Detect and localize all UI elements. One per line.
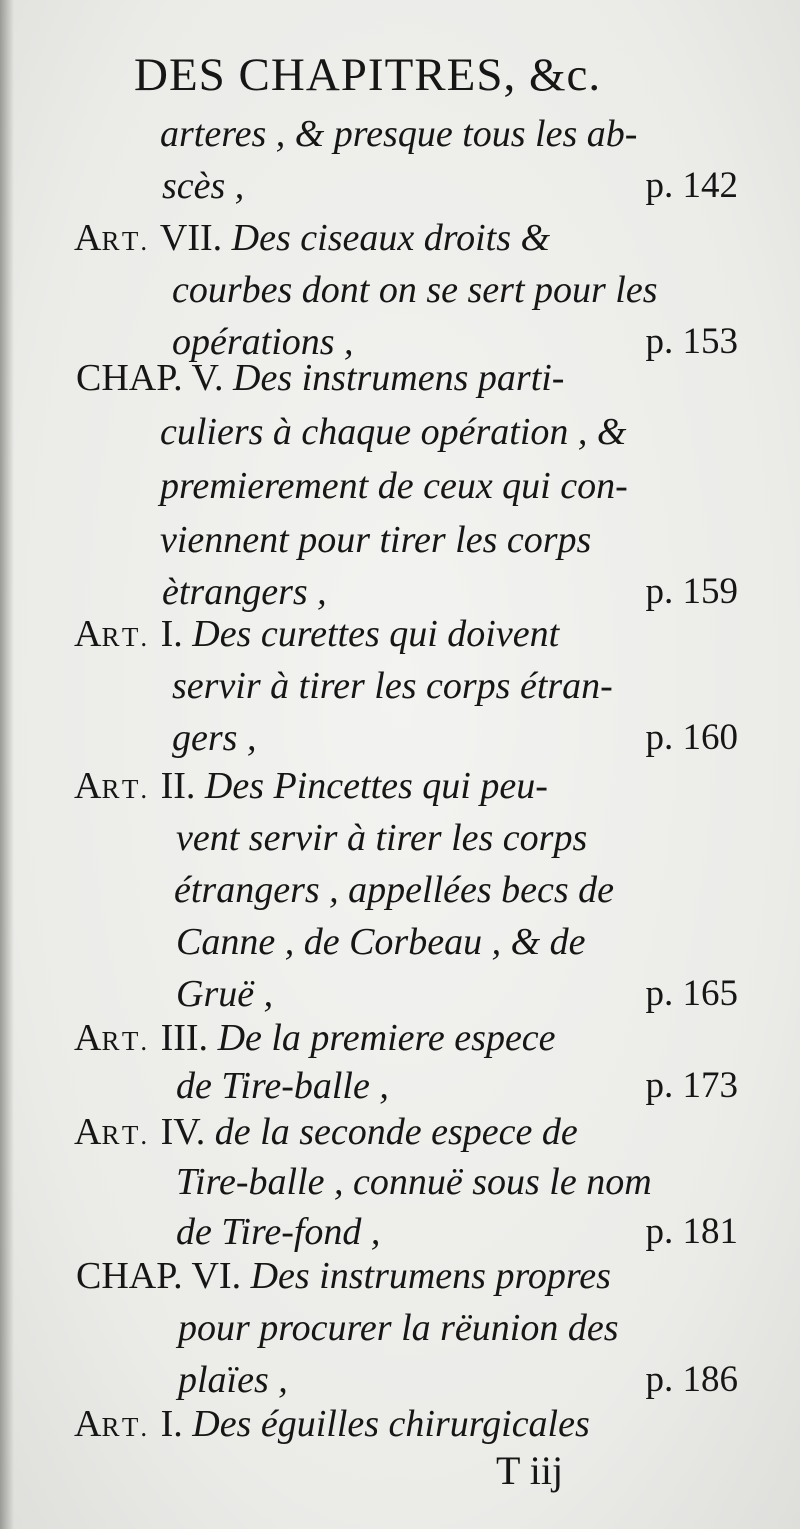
entry-line: de Tire-fond ,: [176, 1211, 381, 1253]
entry-line: courbes dont on se sert pour les: [172, 269, 658, 311]
page-reference: p. 153: [645, 321, 738, 362]
article-label-initial: A: [74, 217, 102, 259]
entry-heading: [74, 212, 550, 264]
running-header: DES CHAPITRES, &c.: [134, 49, 602, 101]
entry-line: plaïes ,: [178, 1359, 288, 1401]
entry-title: de la seconde espece de: [214, 1111, 578, 1153]
article-label-number: II.: [151, 765, 196, 807]
page-reference: p. 181: [645, 1211, 738, 1252]
entry-heading: [74, 1398, 590, 1450]
entry-heading: [76, 1250, 611, 1302]
article-label-number: IV.: [151, 1111, 206, 1153]
entry-title: Des instrumens parti-: [233, 357, 565, 399]
entry-title: Des ciseaux droits &: [231, 217, 551, 259]
entry-heading: [76, 352, 564, 404]
entry-line: opérations ,: [172, 321, 354, 363]
entry-title: Des éguilles chirurgicales: [192, 1403, 590, 1445]
entry-heading: [74, 760, 548, 812]
printer-signature-mark: T iij: [496, 1448, 564, 1493]
article-label-initial: A: [74, 613, 102, 655]
entry-line: pour procurer la rëunion des: [178, 1307, 619, 1349]
article-label-smallcaps: RT.: [101, 1120, 152, 1150]
article-label-smallcaps: RT.: [101, 774, 152, 804]
page-reference: p. 173: [645, 1065, 738, 1106]
entry-heading: [74, 608, 559, 660]
entry-title: De la premiere espece: [217, 1017, 556, 1059]
article-label-initial: A: [74, 765, 102, 807]
page-reference: p. 142: [645, 165, 738, 206]
article-label-initial: A: [74, 1403, 102, 1445]
entry-line: de Tire-balle ,: [176, 1065, 389, 1107]
page-reference: p. 159: [645, 571, 738, 612]
entry-line: Gruë ,: [176, 973, 274, 1015]
page-reference: p. 186: [645, 1359, 738, 1400]
chapter-label: CHAP. VI.: [76, 1255, 242, 1297]
entry-heading: [74, 1012, 556, 1064]
entry-line: scès ,: [162, 165, 245, 207]
article-label-number: VII.: [151, 217, 223, 259]
entry-line: culiers à chaque opération , &: [160, 411, 627, 453]
page-gutter-shadow: [0, 0, 14, 1529]
entry-title: Des Pincettes qui peu-: [204, 765, 548, 807]
entry-line: servir à tirer les corps étran-: [172, 665, 613, 707]
entry-line: vent servir à tirer les corps: [176, 817, 588, 859]
article-label-initial: A: [74, 1111, 102, 1153]
entry-line: gers ,: [172, 717, 257, 759]
chapter-label: CHAP. V.: [76, 357, 224, 399]
entry-line: Tire-balle , connuë sous le nom: [176, 1161, 652, 1203]
entry-title: Des curettes qui doivent: [192, 613, 560, 655]
entry-line: ètrangers ,: [162, 571, 327, 613]
article-label-smallcaps: RT.: [101, 622, 152, 652]
entry-line: étrangers , appellées becs de: [174, 869, 615, 911]
page-reference: p. 160: [645, 717, 738, 758]
entry-title: Des instrumens propres: [250, 1255, 611, 1297]
article-label-initial: A: [74, 1017, 102, 1059]
entry-line: arteres , & presque tous les ab-: [160, 113, 638, 155]
article-label-smallcaps: RT.: [101, 226, 152, 256]
article-label-smallcaps: RT.: [101, 1026, 152, 1056]
entry-line: premierement de ceux qui con-: [160, 465, 628, 507]
entry-heading: [74, 1106, 578, 1158]
page-reference: p. 165: [645, 973, 738, 1014]
article-label-number: I.: [151, 1403, 183, 1445]
article-label-number: III.: [151, 1017, 209, 1059]
entry-line: viennent pour tirer les corps: [160, 519, 592, 561]
article-label-number: I.: [151, 613, 183, 655]
article-label-smallcaps: RT.: [101, 1412, 152, 1442]
entry-line: Canne , de Corbeau , & de: [176, 921, 586, 963]
